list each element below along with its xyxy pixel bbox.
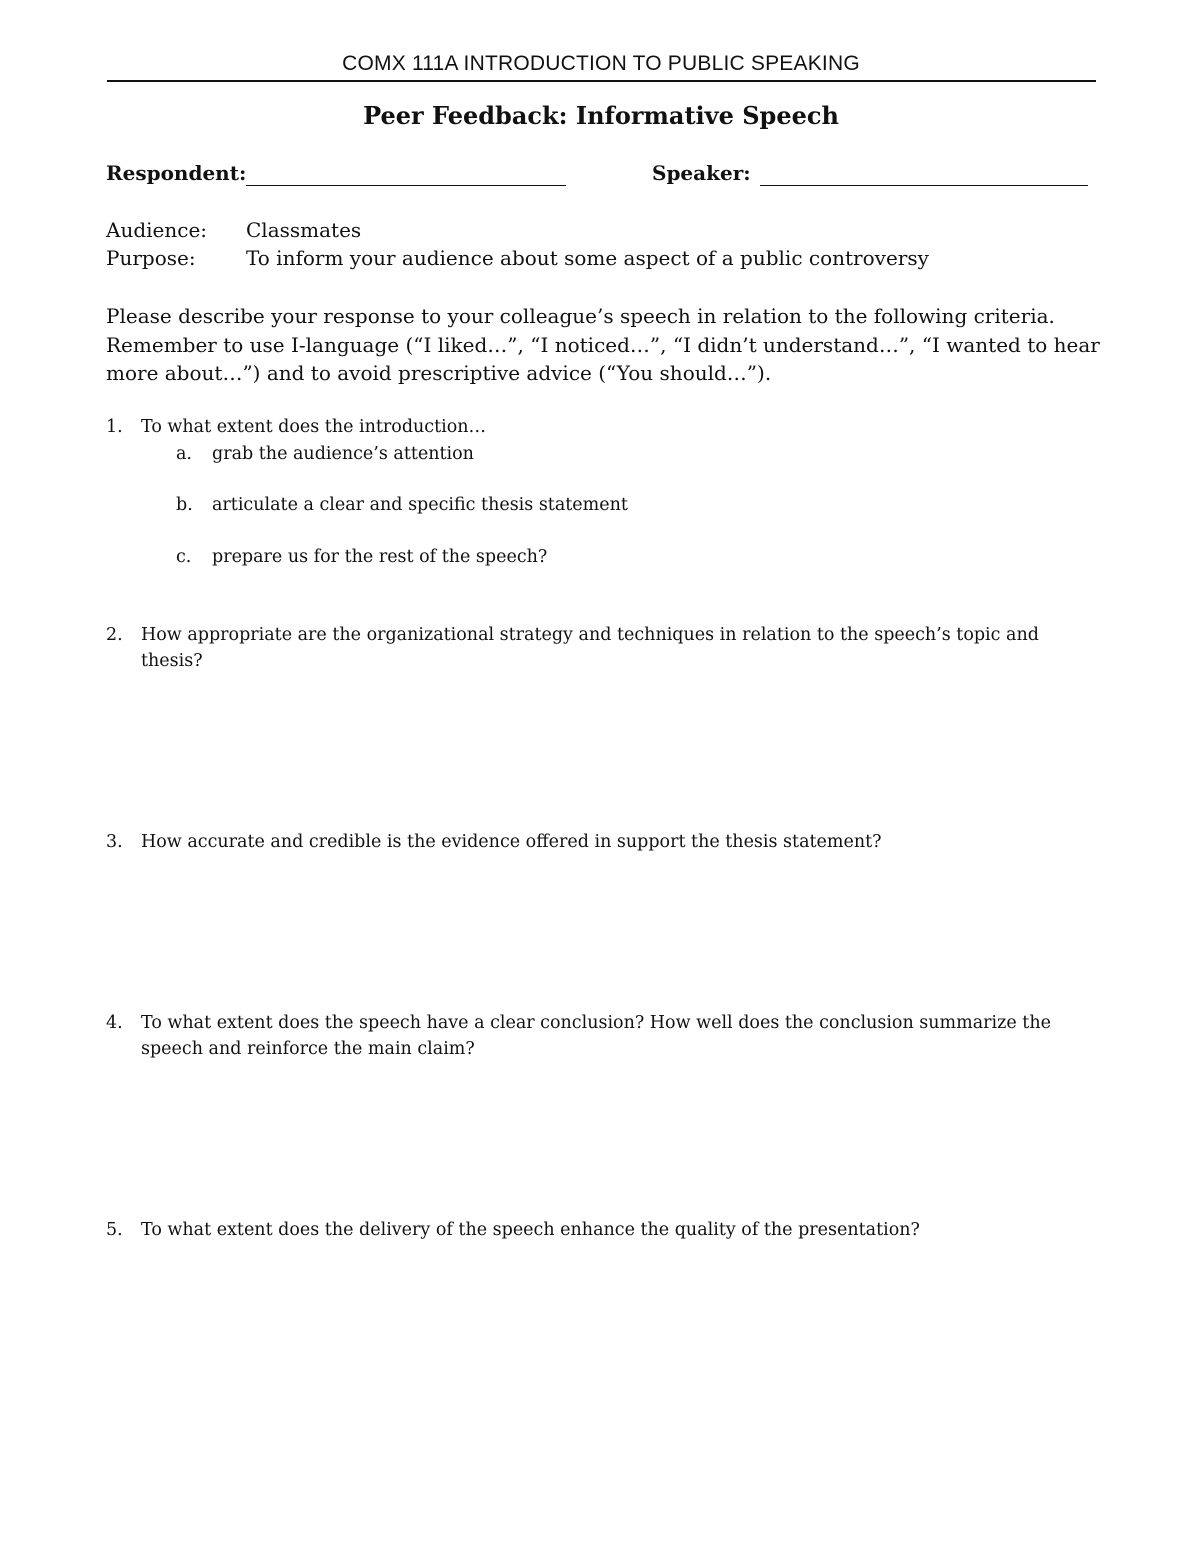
purpose-row bbox=[106, 246, 929, 270]
question-1a-letter: a. bbox=[176, 444, 192, 464]
respondent-blank[interactable] bbox=[246, 185, 566, 186]
question-5-text: To what extent does the delivery of the speech enhance the quality of the presentation? bbox=[141, 1220, 920, 1240]
question-1-number: 1. bbox=[106, 417, 123, 437]
question-3-number: 3. bbox=[106, 832, 123, 852]
question-4-number: 4. bbox=[106, 1013, 123, 1033]
instructions-paragraph: Please describe your response to your colleague’s speech in relation to the following criteria. Remember to use I-language (“I liked…”, “I noticed…”, “I didn’t understand…”, “I wanted to hear more about…”) and to avoid prescriptive advice (“You should…”). bbox=[106, 304, 1100, 385]
question-1b-text: articulate a clear and specific thesis statement bbox=[212, 495, 628, 515]
purpose-label: Purpose: bbox=[106, 246, 196, 270]
respondent-label: Respondent: bbox=[106, 161, 247, 185]
question-1b-letter: b. bbox=[176, 495, 193, 515]
question-2-text: How appropriate are the organizational strategy and techniques in relation to the speech’s topic and thesis? bbox=[141, 625, 1039, 671]
audience-row bbox=[106, 218, 361, 242]
question-2-number: 2. bbox=[106, 625, 123, 645]
question-5-number: 5. bbox=[106, 1220, 123, 1240]
audience-value: Classmates bbox=[246, 218, 362, 242]
course-header: COMX 111A INTRODUCTION TO PUBLIC SPEAKING bbox=[342, 52, 860, 75]
speaker-label: Speaker: bbox=[652, 161, 751, 185]
speaker-blank[interactable] bbox=[760, 185, 1088, 186]
question-1a-text: grab the audience’s attention bbox=[212, 444, 474, 464]
question-1c-letter: c. bbox=[176, 547, 192, 567]
audience-label: Audience: bbox=[106, 218, 208, 242]
document-title: Peer Feedback: Informative Speech bbox=[363, 101, 839, 130]
header-rule bbox=[107, 80, 1096, 82]
question-4-text: To what extent does the speech have a clear conclusion? How well does the conclusion summarize the speech and reinforce the main claim? bbox=[141, 1013, 1051, 1059]
question-3-text: How accurate and credible is the evidence offered in support the thesis statement? bbox=[141, 832, 882, 852]
purpose-value: To inform your audience about some aspect of a public controversy bbox=[246, 246, 929, 270]
question-1c-text: prepare us for the rest of the speech? bbox=[212, 547, 548, 567]
question-1-text: To what extent does the introduction… bbox=[141, 417, 487, 437]
